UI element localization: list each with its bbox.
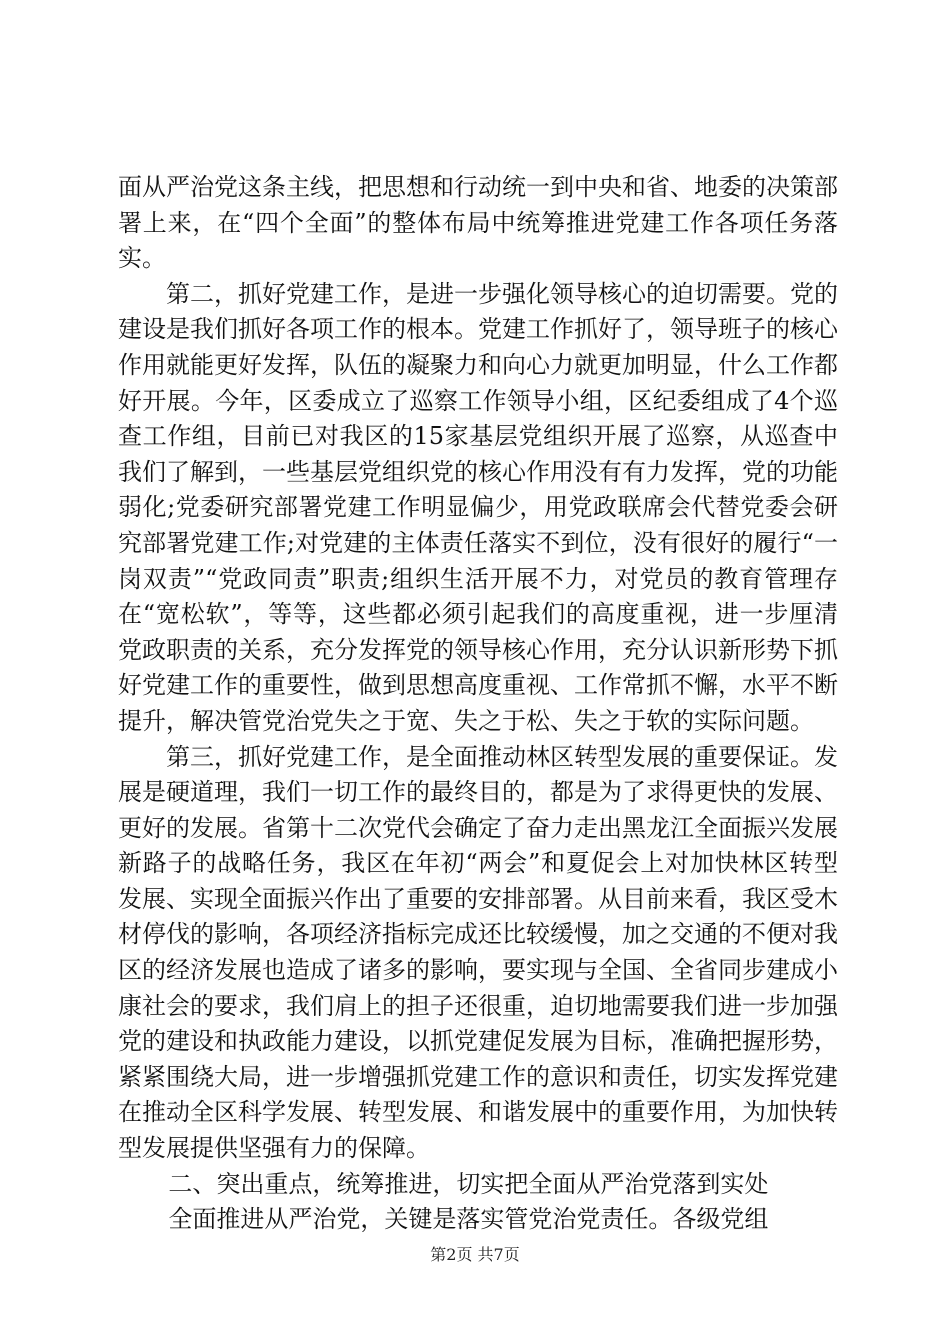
paragraph-continued: 面从严治党这条主线，把思想和行动统一到中央和省、地委的决策部署上来，在“四个全面”的整体布局中统筹推进党建工作各项任务落实。 [118,173,838,273]
paragraph-second-point: 第二，抓好党建工作，是进一步强化领导核心的迫切需要。党的建设是我们抓好各项工作的根本。党建工作抓好了，领导班子的核心作用就能更好发挥，队伍的凝聚力和向心力就更加明显，什么工作都好开展。今年，区委成立了巡察工作领导小组，区纪委组成了4个巡查工作组，目前已对我区的15家基层党组织开展了巡察，从巡查中我们了解到，一些基层党组织党的核心作用没有有力发挥，党的功能弱化;党委研究部署党建工作明显偏少，用党政联席会代替党委会研究部署党建工作;对党建的主体责任落实不到位，没有很好的履行“一岗双责”“党政同责”职责;组织生活开展不力，对党员的教育管理存在“宽松软”，等等，这些都必须引起我们的高度重视，进一步厘清党政职责的关系，充分发挥党的领导核心作用，充分认识新形势下抓好党建工作的重要性，做到思想高度重视、工作常抓不懈，水平不断提升，解决管党治党失之于宽、失之于松、失之于软的实际问题。 [118,279,838,735]
section-heading: 二、突出重点，统筹推进，切实把全面从严治党落到实处 [168,1169,769,1198]
paragraph-third-point: 第三，抓好党建工作，是全面推动林区转型发展的重要保证。发展是硬道理，我们一切工作的最终目的，都是为了求得更快的发展、更好的发展。省第十二次党代会确定了奋力走出黑龙江全面振兴发展新路子的战略任务，我区在年初“两会”和夏促会上对加快林区转型发展、实现全面振兴作出了重要的安排部署。从目前来看，我区受木材停伐的影响，各项经济指标完成还比较缓慢，加之交通的不便对我区的经济发展也造成了诸多的影响，要实现与全国、全省同步建成小康社会的要求，我们肩上的担子还很重，迫切地需要我们进一步加强党的建设和执政能力建设，以抓党建促发展为目标，准确把握形势，紧紧围绕大局，进一步增强抓党建工作的意识和责任，切实发挥党建在推动全区科学发展、转型发展、和谐发展中的重要作用，为加快转型发展提供坚强有力的保障。 [118,742,838,1163]
paragraph-section-intro: 全面推进从严治党，关键是落实管党治党责任。各级党组 [168,1205,769,1234]
document-body [118,170,838,1238]
page-number: 第2页 共7页 [430,1245,520,1264]
page-footer [0,1242,950,1265]
